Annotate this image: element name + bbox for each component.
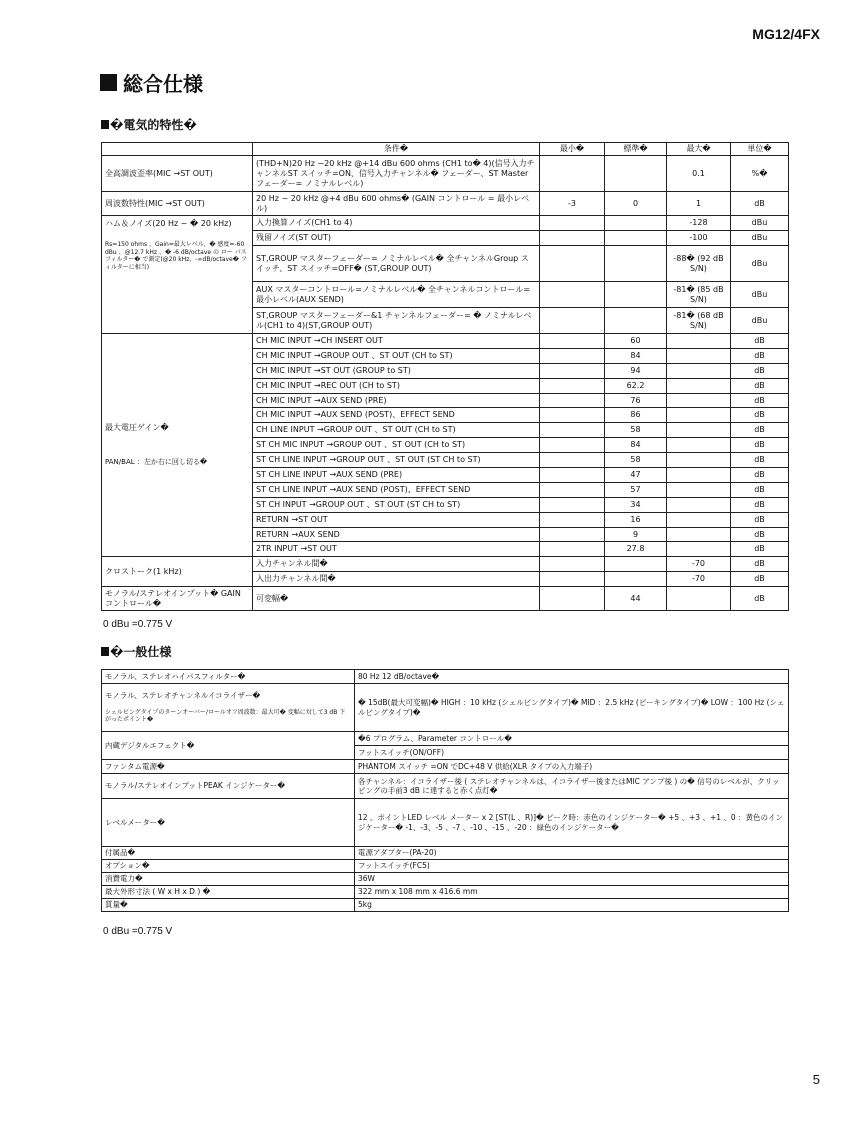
table-row: CH MIC INPUT →ST OUT (GROUP to ST) 94 dB (102, 363, 789, 378)
section-heading-general: �一般仕様 (101, 643, 171, 660)
table-row: AUX マスターコントロール=ノミナルレベル� 全チャンネルコントロール=最小レベル(AUX SEND) -81� (85 dB S/N) dBu (102, 282, 789, 308)
header-unit: 単位� (731, 143, 789, 156)
table-row: モノラル/ステレオインプットPEAK インジケーター� 各チャンネル：イコライザー後 ( ステレオチャンネルは、イコライザー後またはMIC アンプ後 ) の� 信号のレベルが、クリッピングの手前3 dB に達すると赤く点灯� (102, 774, 789, 799)
table-row: 付属品� 電源アダプター(PA-20) (102, 847, 789, 860)
table-row: ST CH INPUT →GROUP OUT 、ST OUT (ST CH to ST) 34 dB (102, 497, 789, 512)
table-header-row (102, 143, 789, 156)
square-bullet-icon (101, 647, 109, 656)
page-number: 5 (812, 1072, 820, 1087)
page-title (100, 68, 203, 97)
general-spec-table (101, 669, 789, 912)
table-row: CH MIC INPUT →GROUP OUT 、ST OUT (CH to ST) 84 dB (102, 348, 789, 363)
table-row: レベルメーター� 12 。ポイントLED レベル メーター x 2 [ST(L 、R)]� ピーク時：赤色のインジケーター� +5 、+3 、+1 、0 ：黄色のインジケーター� -1、-3、-5 、-7 、-10 、-15 、-20 ：緑色のインジケーター� (102, 799, 789, 847)
header-typ: 標準� (605, 143, 667, 156)
square-bullet-icon (101, 120, 109, 129)
table-row: クロストーク(1 kHz) 入力チャンネル間� -70 dB (102, 557, 789, 572)
table-row: ST,GROUP マスターフェーダー&1 チャンネルフェーダー= � ノミナルレベル(CH1 to 4)(ST,GROUP OUT) -81� (68 dB S/N) dBu (102, 308, 789, 334)
electrical-spec-table (101, 142, 789, 611)
table-row: 全高調波歪率(MIC →ST OUT) (THD+N)20 Hz ~20 kHz @+14 dBu 600 ohms (CH1 to� 4)(信号入力チャンネルST スイッチ=ON、信号入力チャンネル� フェーダー、ST Master フェーダー= ノミナルレベル) 0.1 %� (102, 156, 789, 192)
table-row: 質量� 5kg (102, 899, 789, 912)
table-row: CH MIC INPUT →AUX SEND (POST)、EFFECT SEND 86 dB (102, 408, 789, 423)
table-row: ST CH LINE INPUT →AUX SEND (PRE) 47 dB (102, 468, 789, 483)
table-row: フットスイッチ(ON/OFF) (102, 746, 789, 760)
table-row: CH LINE INPUT →GROUP OUT 、ST OUT (CH to ST) 58 dB (102, 423, 789, 438)
table-row: 2TR INPUT →ST OUT 27.8 dB (102, 542, 789, 557)
table-row: モノラル、ステレオチャンネルイコライザー� シェルビングタイプのターンオーバー/ロールオフ周波数：最大可� 変幅に対して3 dB 下がったポイント� � 15dB(最大可変幅)� HIGH ：10 kHz (シェルビングタイプ)� MID ：2.5 kHz (ピーキングタイプ)� LOW ：100 Hz (シェルビングタイプ)� (102, 684, 789, 732)
header-min: 最小� (540, 143, 605, 156)
model-name: MG12/4FX (752, 26, 820, 42)
gain-rows (102, 334, 789, 557)
table-row: モノラル、ステレオハイパスフィルター� 80 Hz 12 dB/octave� (102, 670, 789, 684)
table-row: 周波数特性(MIC →ST OUT) 20 Hz ~ 20 kHz @+4 dBu 600 ohms� (GAIN コントロール = 最小レベル) -3 0 1 dB (102, 192, 789, 216)
table-row: モノラル/ステレオインプット� GAIN コントロール� 可変幅� 44 dB (102, 587, 789, 611)
table-row: 消費電力� 36W (102, 873, 789, 886)
table-row: 残留ノイズ(ST OUT) -100 dBu (102, 231, 789, 246)
table-row: CH MIC INPUT →REC OUT (CH to ST) 62.2 dB (102, 378, 789, 393)
table-row: 最大外形寸法 ( W x H x D ) � 322 mm x 108 mm x 416.6 mm (102, 886, 789, 899)
header-max: 最大� (667, 143, 731, 156)
dbu-note: 0 dBu =0.775 V (103, 619, 173, 630)
table-row: ST CH LINE INPUT →GROUP OUT 、ST OUT (ST CH to ST) 58 dB (102, 453, 789, 468)
table-row: オプション� フットスイッチ(FC5) (102, 860, 789, 873)
table-row: ファンタム電源� PHANTOM スイッチ =ON でDC+48 V 供給(XLR タイプの入力端子) (102, 760, 789, 774)
table-row: 入出力チャンネル間� -70 dB (102, 572, 789, 587)
page-title-text: 総合仕様 (123, 72, 203, 96)
section-heading-electrical: �電気的特性� (101, 116, 197, 133)
table-row: ST CH LINE INPUT →AUX SEND (POST)、EFFECT SEND 57 dB (102, 482, 789, 497)
table-row: 最大電圧ゲイン� PAN/BAL ：左か右に回し切る� CH MIC INPUT →CH INSERT OUT 60 dB (102, 334, 789, 349)
table-row: ST,GROUP マスターフェーダー= ノミナルレベル� 全チャンネルGroup スイッチ、ST スイッチ=OFF� (ST,GROUP OUT) -88� (92 dB S/N) dBu (102, 246, 789, 282)
header-condition: 条件� (253, 143, 540, 156)
table-row: ST CH MIC INPUT →GROUP OUT 、ST OUT (CH to ST) 84 dB (102, 438, 789, 453)
table-row: 内蔵デジタルエフェクト� �6 プログラム、Parameter コントロール� (102, 732, 789, 746)
table-row: CH MIC INPUT →AUX SEND (PRE) 76 dB (102, 393, 789, 408)
table-row: RETURN →AUX SEND 9 dB (102, 527, 789, 542)
table-row: ハム＆ノイズ(20 Hz ~ � 20 kHz) Rs=150 ohms 、Gain=最大レベル、� 感度=-60 dBu 、@12.7 kHz 、� -6 dB/octave の ロー パスフィルター� で測定(@20 kHz、-∞dB/octave� フィルターに相当) 入力換算ノイズ(CH1 to 4) -128 dBu (102, 216, 789, 231)
square-bullet-icon (100, 74, 117, 91)
table-row: RETURN →ST OUT 16 dB (102, 512, 789, 527)
dbu-note-2: 0 dBu =0.775 V (103, 926, 173, 937)
